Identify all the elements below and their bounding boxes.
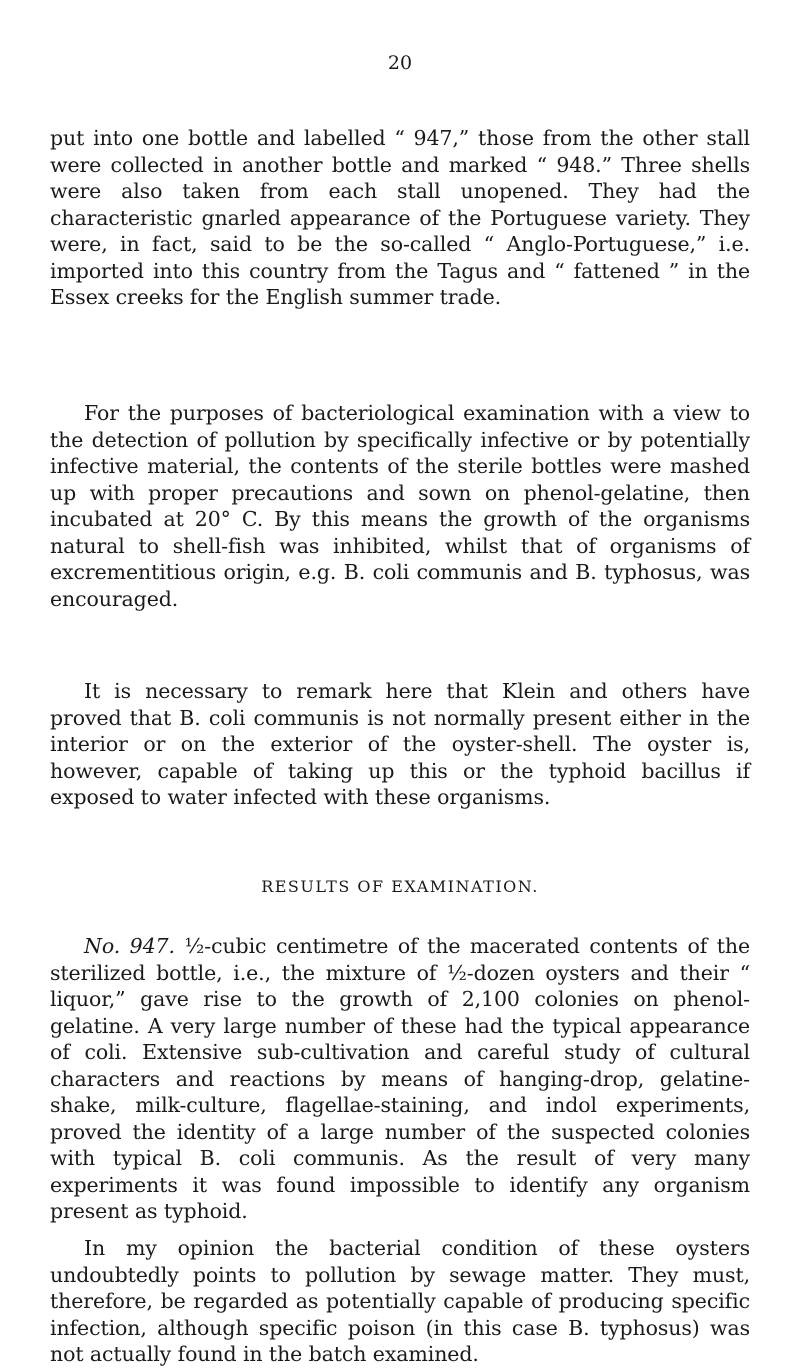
section-heading: RESULTS OF EXAMINATION. — [261, 877, 539, 896]
result-label: No. 947. — [84, 934, 175, 958]
paragraph-bacteriological-method: For the purposes of bacteriological examination with a view to the detection of pollution by specifically infective or by potentially infective material, the contents of the sterile bottles were mashed up with proper precautions and sown on phenol-gelatine, then incubated at 20° C. By this means the growth of the organisms natural to shell-fish was inhibited, whilst that of organisms of excrementitious origin, e.g. B. coli communis and B. typhosus, was encouraged. — [50, 401, 750, 611]
paragraph-continuation: put into one bottle and labelled “ 947,” those from the other stall were collected in another bottle and marked “ 948.” Three shells were also taken from each stall unopened. They had the characteristic gnarled appearance of the Portuguese variety. They were, in fact, said to be the so-called “ Anglo-Portuguese,” i.e. imported into this country from the Tagus and “ fattened ” in the Essex creeks for the English summer trade. — [50, 126, 750, 309]
paragraph-opinion: In my opinion the bacterial condition of these oysters undoubtedly points to pollution by sewage matter. They must, therefore, be regarded as potentially capable of producing specific infection, although specific poison (in this case B. typhosus) was not actually found in the batch examined. — [50, 1236, 750, 1366]
result-text: ½-cubic centimetre of the macerated contents of the sterilized bottle, i.e., the mixture of ½-dozen oysters and their “ liquor,” gave rise to the growth of 2,100 colonies on phenol-gelatine. A very large number of these had the typical appearance of coli. Extensive sub-cultivation and careful study of cultural characters and reactions by means of hanging-drop, gelatine-shake, milk-culture, flagellae-staining, and indol experiments, proved the identity of a large number of the suspected colonies with typical B. coli communis. As the result of very many experiments it was found impossible to identify any organism present as typhoid. — [50, 934, 750, 1223]
paragraph-klein-remark: It is necessary to remark here that Klein and others have proved that B. coli communis is not normally present either in the interior or on the exterior of the oyster-shell. The oyster is, however, capable of taking up this or the typhoid bacillus if exposed to water infected with these organisms. — [50, 679, 750, 809]
page-number: 20 — [387, 52, 413, 74]
paragraph-result-947 — [50, 933, 750, 1225]
